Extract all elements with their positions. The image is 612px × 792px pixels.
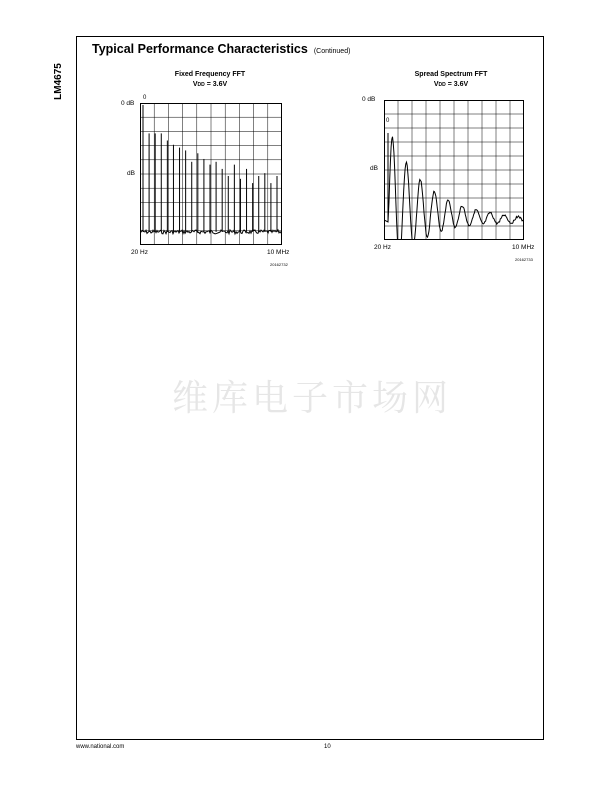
footer-website: www.national.com	[76, 744, 125, 750]
chart2-x-right-label: 10 MHz	[512, 244, 535, 251]
side-part-number-text: LM4675	[52, 63, 64, 100]
chart2-y-top-label: 0 dB	[362, 96, 376, 103]
chart2-spectrum-line	[384, 137, 523, 240]
chart2-plot	[384, 100, 524, 240]
chart1-title: Fixed Frequency FFT	[174, 71, 246, 78]
section-title-text: Typical Performance Characteristics	[92, 42, 308, 56]
chart1-peak-label: 0	[143, 95, 147, 101]
side-part-number	[54, 60, 76, 110]
chart1-x-left-label: 20 Hz	[131, 249, 148, 256]
chart1-x-right-label: 10 MHz	[267, 249, 290, 256]
chart2-peak-label: 0	[386, 118, 390, 124]
chart2-figure-id: 20162733	[515, 257, 533, 262]
chart1-y-mid-label: dB	[127, 170, 135, 177]
chart2-title: Spread Spectrum FFT	[414, 71, 488, 78]
chart1-plot	[140, 103, 282, 245]
section-title	[92, 42, 350, 56]
continued-label: (Continued)	[313, 48, 351, 55]
chart1-title-block	[140, 70, 280, 90]
footer-page-number: 10	[324, 744, 331, 750]
chart2-y-mid-label: dB	[370, 165, 378, 172]
chart2-subtitle: VDD = 3.6V	[433, 81, 469, 88]
chart1-y-top-label: 0 dB	[121, 100, 135, 107]
chart1-subtitle: VDD = 3.6V	[192, 81, 228, 88]
chart1-figure-id: 20162732	[270, 262, 288, 267]
watermark: 维库电子市场网	[172, 378, 453, 419]
chart2-title-block	[381, 70, 521, 90]
chart2-x-left-label: 20 Hz	[374, 244, 391, 251]
